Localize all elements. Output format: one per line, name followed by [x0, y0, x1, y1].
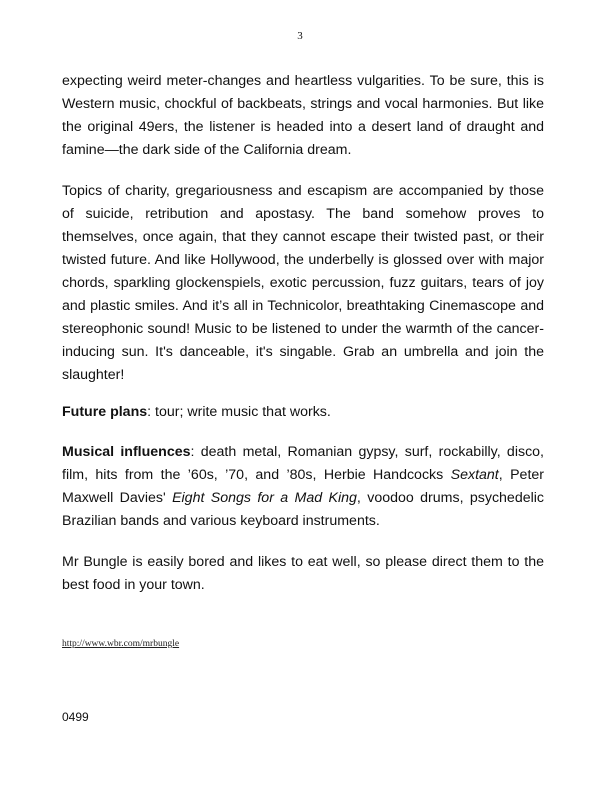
future-plans-label: Future plans [62, 404, 148, 420]
future-plans-text: : tour; write music that works. [147, 404, 331, 420]
paragraph-western-music: expecting weird meter-changes and heartless vulgarities. To be sure, this is Western music, chockful of backbeats, strings and vocal harmonies. But like the original 49ers, the listener is headed into a desert land of draught and famine—the dark side of the California dream. [62, 73, 544, 158]
document-id: 0499 [62, 710, 89, 724]
page-number: 3 [297, 30, 303, 42]
influences-text-1: : death metal, Romanian gypsy, surf, rockabilly, disco, film, hits from the ’60s, ’70, and ’80s, Herbie Handcocks [62, 444, 544, 483]
influences-title-eight-songs: Eight Songs for a Mad King [172, 490, 357, 506]
website-link[interactable]: http://www.wbr.com/mrbungle [62, 639, 180, 649]
influences-text-2: , Peter Maxwell Davies' [62, 467, 544, 506]
influences-title-sextant: Sextant [450, 467, 499, 483]
paragraph-musical-influences [62, 441, 544, 533]
paragraph-food: Mr Bungle is easily bored and likes to eat well, so please direct them to the best food in your town. [62, 554, 544, 593]
paragraph-topics: Topics of charity, gregariousness and escapism are accompanied by those of suicide, retribution and apostasy. The band somehow proves to themselves, once again, that they cannot escape their twisted past, or their twisted future. And like Hollywood, the underbelly is glossed over with major chords, sparkling glockenspiels, exotic percussion, fuzz guitars, tears of joy and plastic smiles. And it’s all in Technicolor, breathtaking Cinemascope and stereophonic sound! Music to be listened to under the warmth of the cancer-inducing sun. It's danceable, it's singable. Grab an umbrella and join the slaughter! [62, 183, 544, 383]
influences-text-3: , voodoo drums, psychedelic Brazilian bands and various keyboard instruments. [62, 490, 545, 529]
paragraph-future-plans [62, 401, 544, 424]
musical-influences-label: Musical influences [62, 444, 191, 460]
